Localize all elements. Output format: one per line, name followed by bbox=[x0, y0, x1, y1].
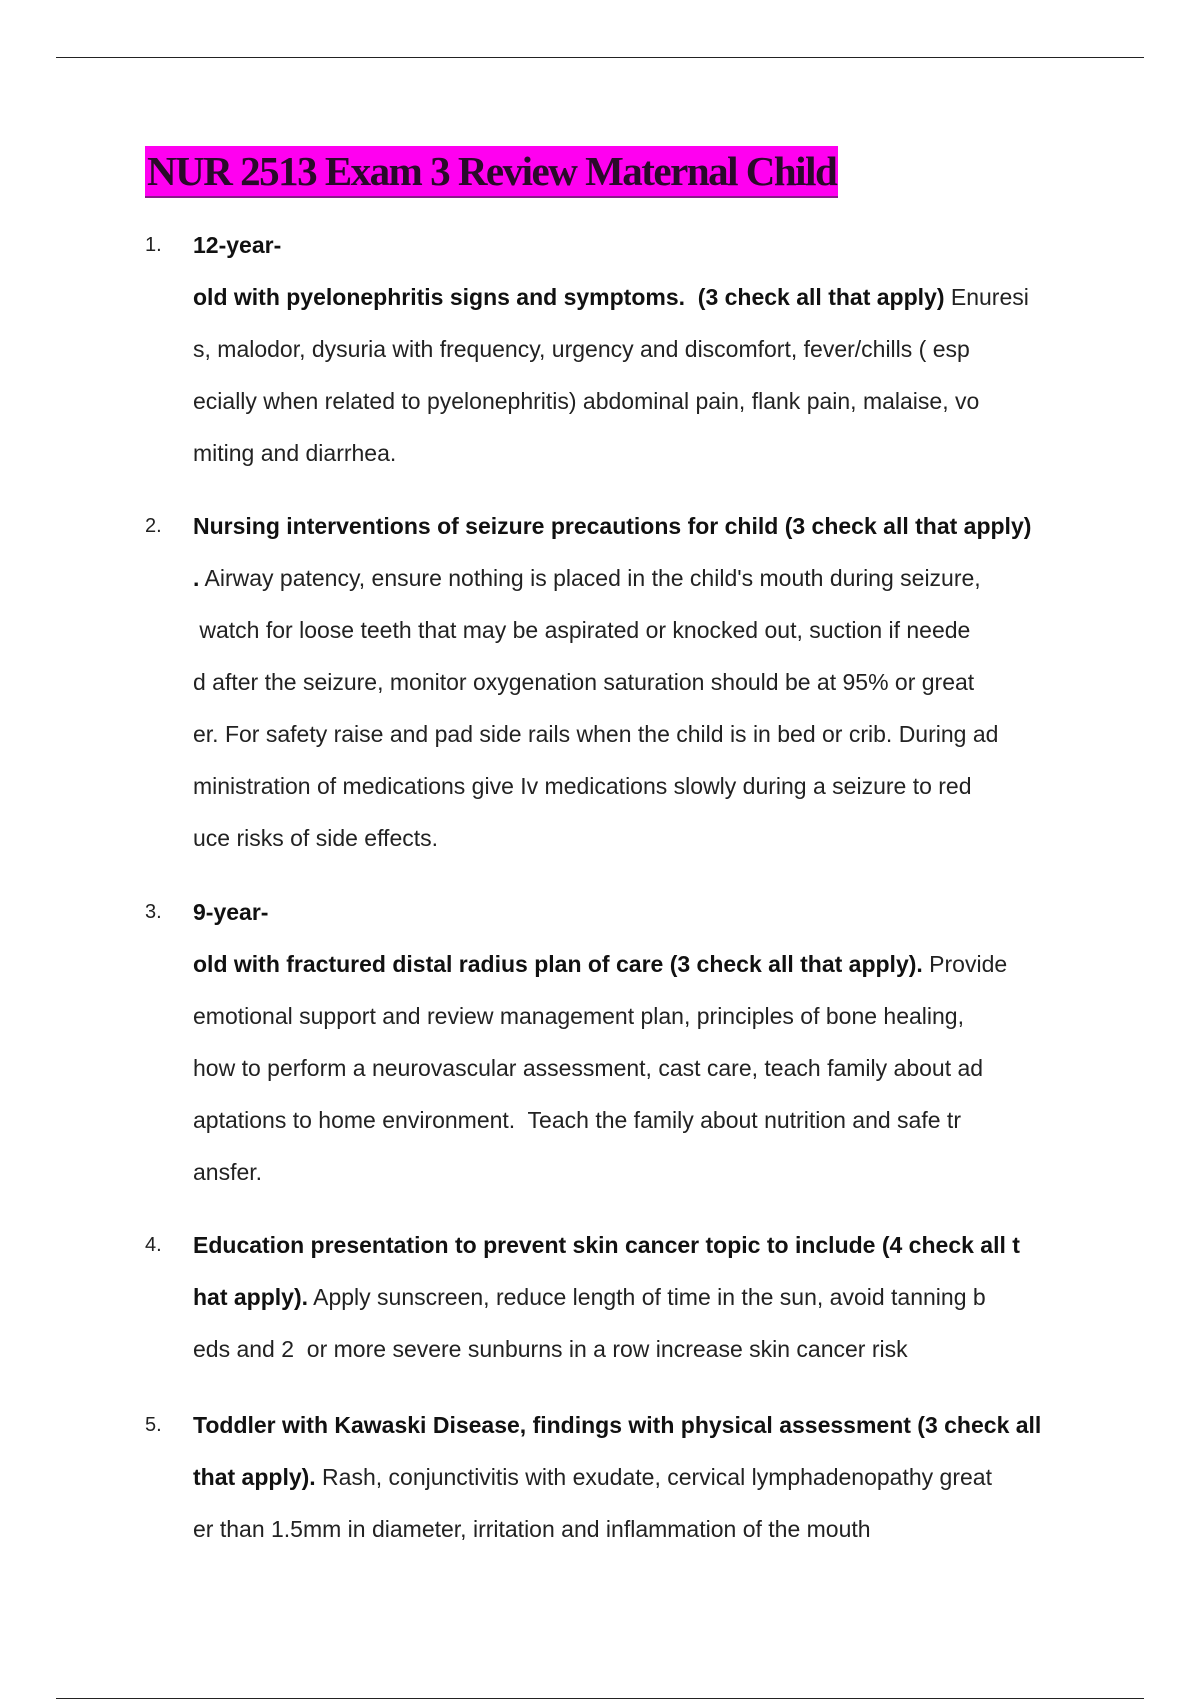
text-line: s, malodor, dysuria with frequency, urgency and discomfort, fever/chills ( esp bbox=[193, 336, 970, 362]
text-line: how to perform a neurovascular assessment, cast care, teach family about ad bbox=[193, 1055, 984, 1081]
list-item-number: 2. bbox=[145, 515, 162, 537]
document-title: NUR 2513 Exam 3 Review Maternal Child bbox=[147, 148, 837, 194]
list-item-number: 1. bbox=[145, 234, 162, 256]
document-title-block bbox=[145, 146, 838, 198]
text-line: er. For safety raise and pad side rails when the child is in bed or crib. During ad bbox=[193, 721, 999, 747]
text-line: watch for loose teeth that may be aspirated or knocked out, suction if neede bbox=[193, 617, 971, 643]
list-item-body bbox=[193, 886, 1093, 1198]
title-underline bbox=[145, 196, 838, 198]
text-line: Toddler with Kawaski Disease, findings with physical assessment (3 check all bbox=[193, 1412, 1042, 1438]
text-line: Education presentation to prevent skin cancer topic to include (4 check all t bbox=[193, 1232, 1020, 1258]
list-item-body bbox=[193, 500, 1093, 864]
text-line: 12-year- bbox=[193, 232, 282, 258]
text-line: d after the seizure, monitor oxygenation saturation should be at 95% or great bbox=[193, 669, 975, 695]
text-line: old with pyelonephritis signs and symptoms. (3 check all that apply) Enuresi bbox=[193, 284, 1029, 310]
text-line: ministration of medications give Iv medications slowly during a seizure to red bbox=[193, 773, 972, 799]
list-item-body bbox=[193, 1399, 1093, 1555]
header-rule bbox=[56, 57, 1144, 58]
footer-rule bbox=[56, 1698, 1144, 1699]
text-line: aptations to home environment. Teach the family about nutrition and safe tr bbox=[193, 1107, 961, 1133]
list-item-body bbox=[193, 219, 1093, 479]
text-line: ecially when related to pyelonephritis) abdominal pain, flank pain, malaise, vo bbox=[193, 388, 980, 414]
text-line: 9-year- bbox=[193, 899, 269, 925]
list-item-number: 3. bbox=[145, 901, 162, 923]
text-line: that apply). Rash, conjunctivitis with exudate, cervical lymphadenopathy great bbox=[193, 1464, 992, 1490]
text-line: miting and diarrhea. bbox=[193, 440, 397, 466]
text-line: uce risks of side effects. bbox=[193, 825, 439, 851]
text-line: eds and 2 or more severe sunburns in a row increase skin cancer risk bbox=[193, 1336, 908, 1362]
text-line: er than 1.5mm in diameter, irritation and inflammation of the mouth bbox=[193, 1516, 871, 1542]
text-line: ansfer. bbox=[193, 1159, 263, 1185]
list-item-number: 4. bbox=[145, 1234, 162, 1256]
list-item-body bbox=[193, 1219, 1093, 1375]
text-line: hat apply). Apply sunscreen, reduce length of time in the sun, avoid tanning b bbox=[193, 1284, 986, 1310]
text-line: . Airway patency, ensure nothing is placed in the child's mouth during seizure, bbox=[193, 565, 981, 591]
text-line: emotional support and review management plan, principles of bone healing, bbox=[193, 1003, 964, 1029]
text-line: old with fractured distal radius plan of care (3 check all that apply). Provide bbox=[193, 951, 1008, 977]
text-line: Nursing interventions of seizure precautions for child (3 check all that apply) bbox=[193, 513, 1032, 539]
list-item-number: 5. bbox=[145, 1414, 162, 1436]
